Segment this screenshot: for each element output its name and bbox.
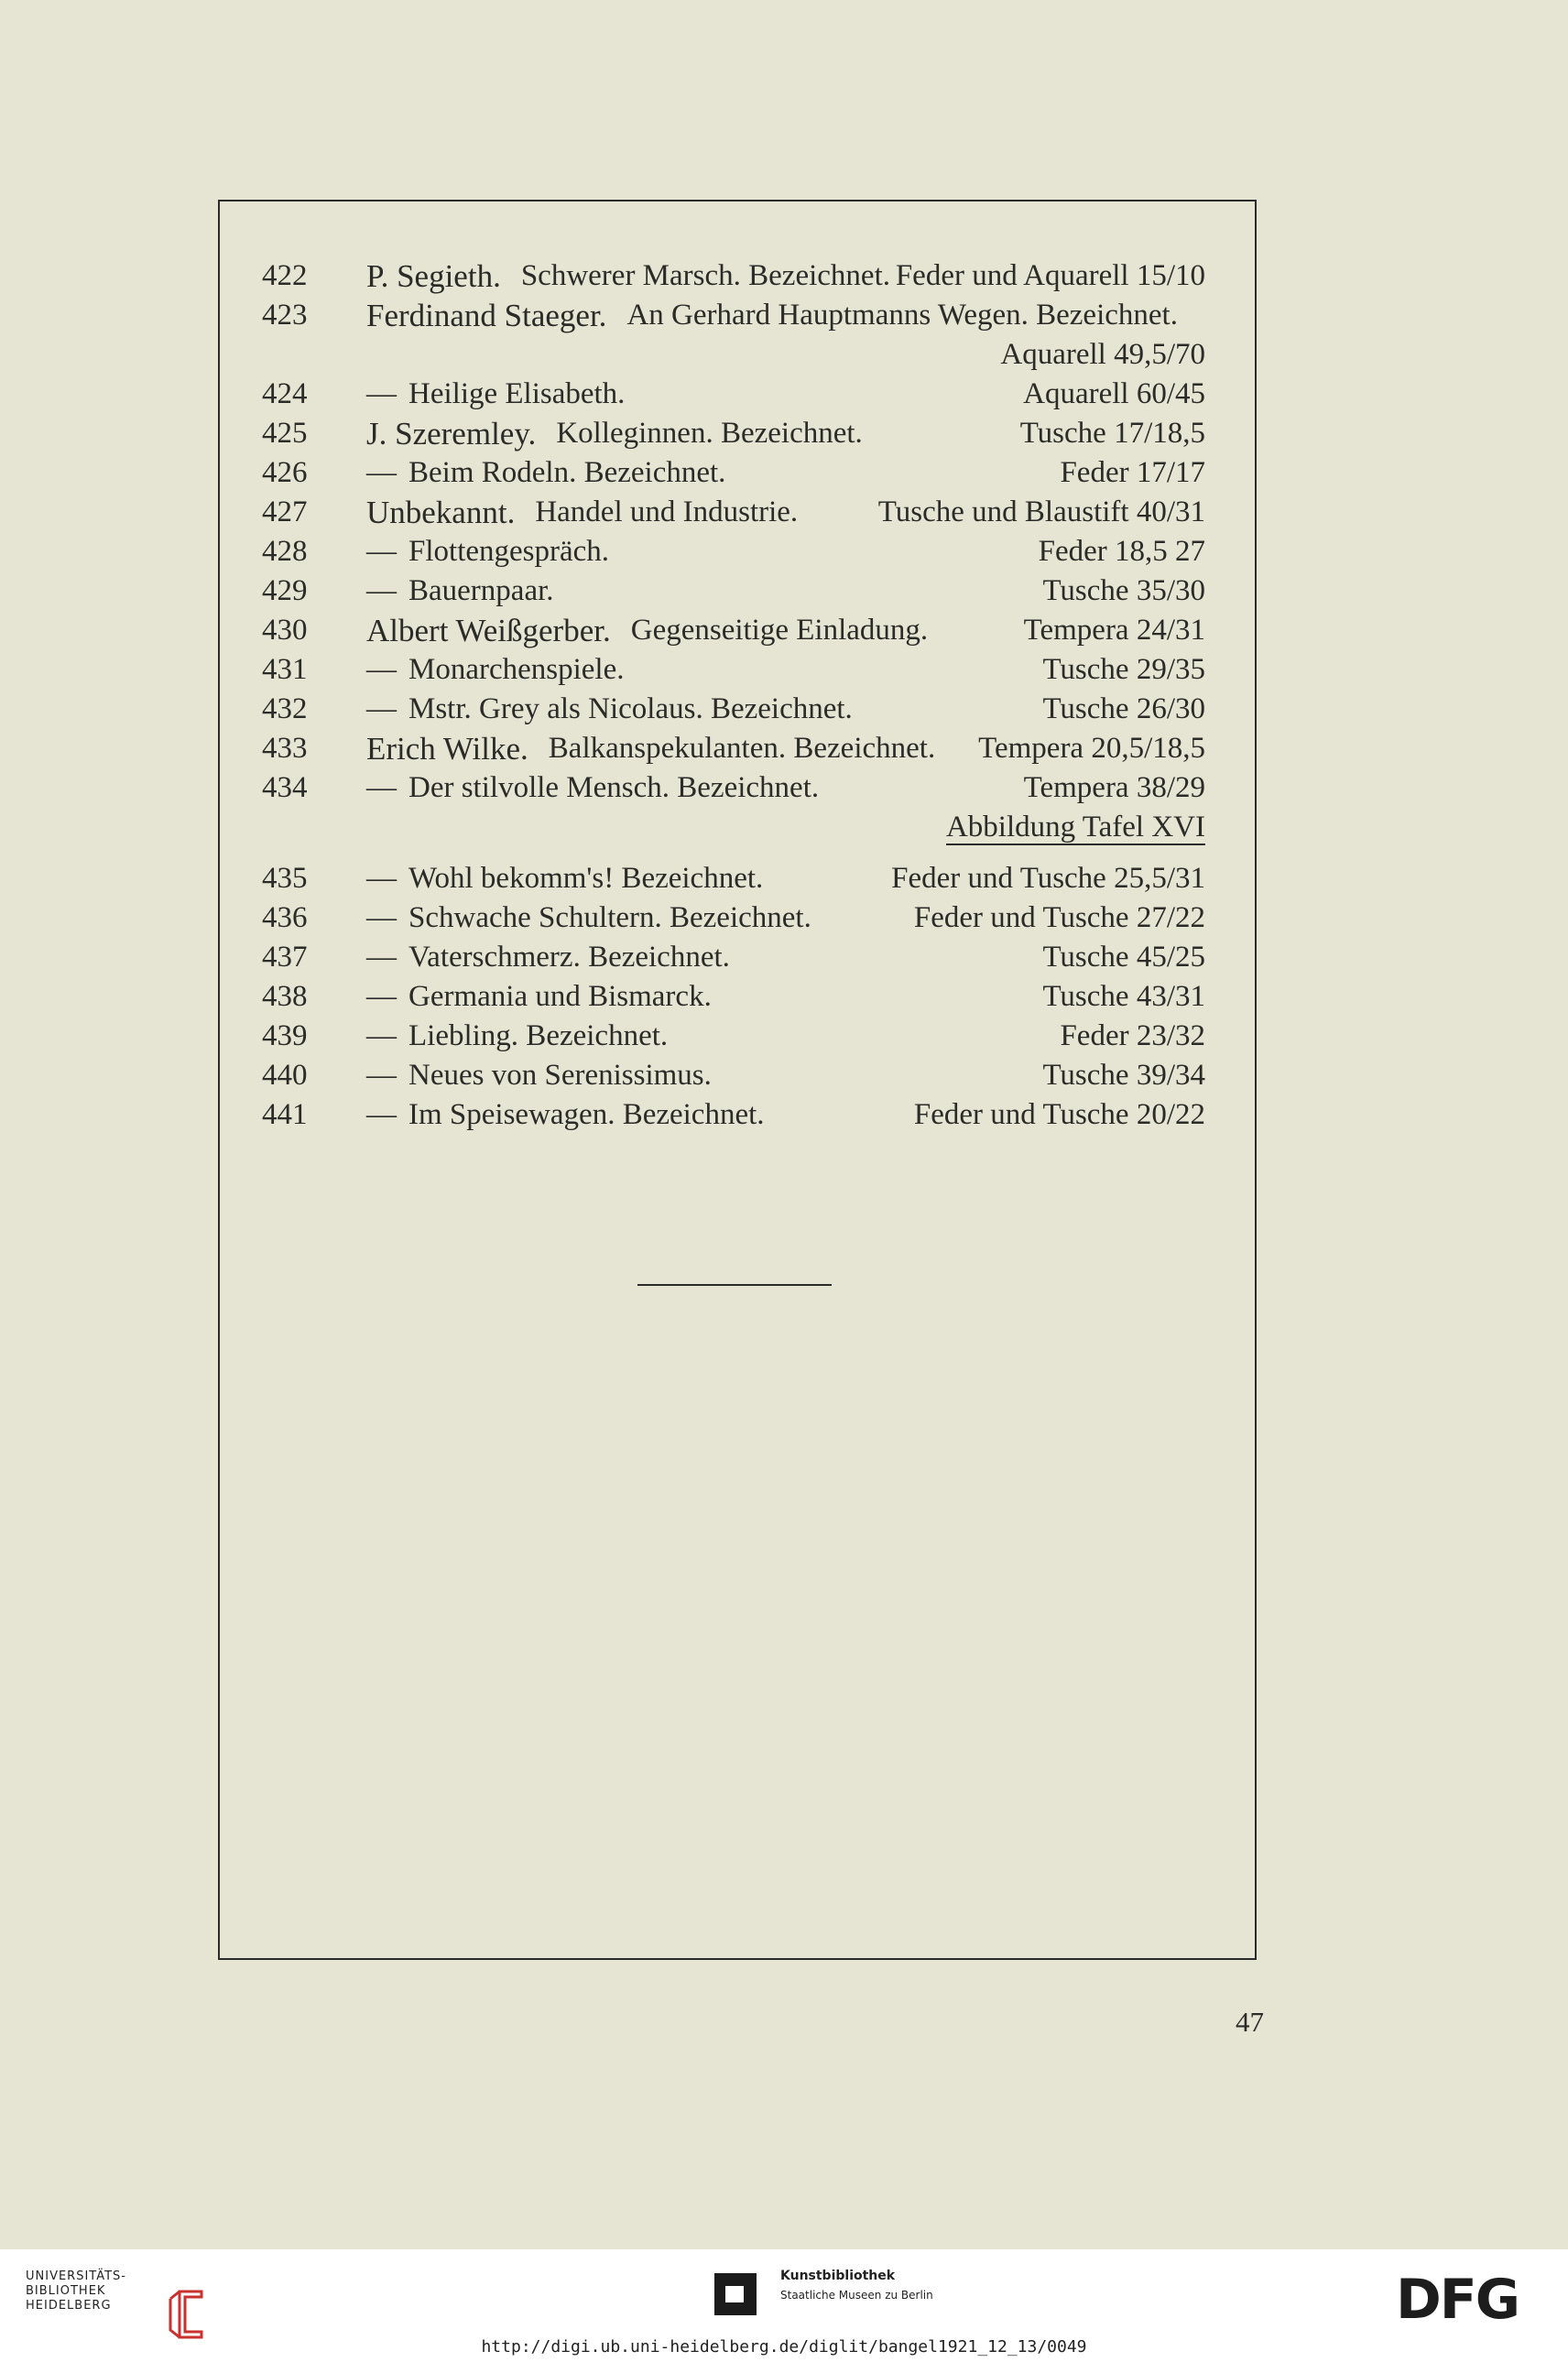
ditto-dash: — bbox=[366, 941, 397, 974]
entry-number: 430 bbox=[262, 614, 308, 647]
catalogue-entry bbox=[262, 571, 1205, 611]
entry-technique: Feder und Aquarell 15/10 bbox=[895, 259, 1205, 292]
entry-technique: Feder und Tusche 20/22 bbox=[913, 1098, 1205, 1131]
heidelberg-mark-icon bbox=[161, 2286, 212, 2341]
entry-number: 441 bbox=[262, 1098, 308, 1131]
entry-number: 426 bbox=[262, 456, 308, 489]
entry-artist: Ferdinand Staeger. bbox=[366, 297, 607, 333]
entry-technique: Tusche 39/34 bbox=[1042, 1059, 1205, 1092]
entry-number: 422 bbox=[262, 259, 308, 292]
catalogue-entries bbox=[262, 256, 1205, 1135]
entry-title: Bauernpaar. bbox=[408, 574, 554, 607]
kunstbibliothek-subtitle: Staatliche Museen zu Berlin bbox=[780, 2289, 933, 2302]
catalogue-entry bbox=[262, 414, 1205, 453]
entry-number: 428 bbox=[262, 535, 308, 568]
entry-technique: Feder 18,5 27 bbox=[1038, 535, 1205, 568]
entry-number: 425 bbox=[262, 417, 308, 450]
ditto-dash: — bbox=[366, 535, 397, 568]
entry-number: 433 bbox=[262, 732, 308, 765]
entry-title: Kolleginnen. Bezeichnet. bbox=[556, 417, 863, 450]
end-rule bbox=[637, 1284, 832, 1286]
entry-technique: Feder 23/32 bbox=[1060, 1019, 1205, 1052]
entry-technique: Tusche und Blaustift 40/31 bbox=[877, 495, 1205, 528]
ditto-dash: — bbox=[366, 653, 397, 686]
entry-title: Wohl bekomm's! Bezeichnet. bbox=[408, 862, 764, 895]
page-number: 47 bbox=[1236, 2006, 1264, 2038]
catalogue-entry bbox=[262, 296, 1205, 335]
entry-title: Im Speisewagen. Bezeichnet. bbox=[408, 1098, 765, 1131]
catalogue-entry bbox=[262, 1095, 1205, 1135]
entry-title: Mstr. Grey als Nicolaus. Bezeichnet. bbox=[408, 692, 853, 725]
entry-number: 438 bbox=[262, 980, 308, 1013]
entry-title: Balkanspekulanten. Bezeichnet. bbox=[548, 732, 936, 765]
catalogue-entry bbox=[262, 375, 1205, 414]
entry-artist: P. Segieth. bbox=[366, 257, 501, 294]
entry-title: Schwache Schultern. Bezeichnet. bbox=[408, 901, 811, 934]
entry-technique: Tempera 24/31 bbox=[1023, 614, 1205, 647]
catalogue-entry bbox=[262, 650, 1205, 690]
catalogue-entry bbox=[262, 938, 1205, 977]
catalogue-entry bbox=[262, 690, 1205, 729]
entry-number: 436 bbox=[262, 901, 308, 934]
ditto-dash: — bbox=[366, 377, 397, 410]
entry-technique: Aquarell 60/45 bbox=[1023, 377, 1205, 410]
entry-number: 437 bbox=[262, 941, 308, 974]
entry-title: Vaterschmerz. Bezeichnet. bbox=[408, 941, 730, 974]
kunstbibliothek-icon bbox=[714, 2273, 757, 2315]
catalogue-entry bbox=[262, 898, 1205, 938]
entry-technique-continued: Aquarell 49,5/70 bbox=[1000, 338, 1205, 371]
entry-title: Handel und Industrie. bbox=[535, 495, 799, 528]
university-library-logo bbox=[26, 2269, 200, 2315]
entry-title: Gegenseitige Einladung. bbox=[630, 614, 929, 647]
catalogue-entry bbox=[262, 729, 1205, 768]
plate-reference: Abbildung Tafel XVI bbox=[945, 810, 1205, 844]
ditto-dash: — bbox=[366, 692, 397, 725]
entry-title: Neues von Serenissimus. bbox=[408, 1059, 712, 1092]
ditto-dash: — bbox=[366, 574, 397, 607]
entry-number: 424 bbox=[262, 377, 308, 410]
entry-title: Schwerer Marsch. Bezeichnet. bbox=[520, 259, 890, 292]
university-line-3: HEIDELBERG bbox=[26, 2299, 112, 2313]
entry-title: Germania und Bismarck. bbox=[408, 980, 712, 1013]
entry-technique: Tusche 26/30 bbox=[1042, 692, 1205, 725]
entry-number: 432 bbox=[262, 692, 308, 725]
permalink-url[interactable]: http://digi.ub.uni-heidelberg.de/diglit/bangel1921_12_13/0049 bbox=[481, 2337, 1087, 2357]
entry-technique: Tempera 38/29 bbox=[1023, 771, 1205, 804]
catalogue-entry bbox=[262, 256, 1205, 296]
digitization-footer bbox=[0, 2249, 1568, 2362]
entry-number: 431 bbox=[262, 653, 308, 686]
entry-number: 439 bbox=[262, 1019, 308, 1052]
entry-title: Liebling. Bezeichnet. bbox=[408, 1019, 669, 1052]
ditto-dash: — bbox=[366, 1019, 397, 1052]
entry-title: Heilige Elisabeth. bbox=[408, 377, 626, 410]
entry-artist: Albert Weißgerber. bbox=[366, 612, 611, 648]
ditto-dash: — bbox=[366, 980, 397, 1013]
ditto-dash: — bbox=[366, 1059, 397, 1092]
entry-artist: J. Szeremley. bbox=[366, 415, 537, 452]
kunstbibliothek-name: Kunstbibliothek bbox=[780, 2269, 896, 2283]
entry-technique: Tempera 20,5/18,5 bbox=[978, 732, 1205, 765]
entry-title: Flottengespräch. bbox=[408, 535, 610, 568]
catalogue-entry bbox=[262, 1017, 1205, 1056]
entry-title: An Gerhard Hauptmanns Wegen. Bezeichnet. bbox=[626, 299, 1178, 332]
ditto-dash: — bbox=[366, 862, 397, 895]
entry-number: 429 bbox=[262, 574, 308, 607]
catalogue-entry bbox=[262, 493, 1205, 532]
catalogue-entry bbox=[262, 453, 1205, 493]
ditto-dash: — bbox=[366, 771, 397, 804]
entry-technique: Tusche 45/25 bbox=[1042, 941, 1205, 974]
ditto-dash: — bbox=[366, 901, 397, 934]
entry-technique: Feder 17/17 bbox=[1060, 456, 1205, 489]
dfg-logo: DFG bbox=[1396, 2268, 1519, 2332]
entry-technique: Tusche 43/31 bbox=[1042, 980, 1205, 1013]
entry-number: 427 bbox=[262, 495, 308, 528]
entry-technique: Tusche 17/18,5 bbox=[1019, 417, 1205, 450]
catalogue-entry bbox=[262, 859, 1205, 898]
entry-number: 423 bbox=[262, 299, 308, 332]
entry-technique: Tusche 29/35 bbox=[1042, 653, 1205, 686]
entry-number: 440 bbox=[262, 1059, 308, 1092]
entry-title: Der stilvolle Mensch. Bezeichnet. bbox=[408, 771, 820, 804]
catalogue-entry bbox=[262, 768, 1205, 808]
entry-artist: Unbekannt. bbox=[366, 494, 516, 530]
entry-artist: Erich Wilke. bbox=[366, 730, 528, 767]
catalogue-entry bbox=[262, 532, 1205, 571]
entry-technique: Feder und Tusche 27/22 bbox=[913, 901, 1205, 934]
catalogue-entry bbox=[262, 977, 1205, 1017]
university-line-2: BIBLIOTHEK bbox=[26, 2284, 106, 2298]
ditto-dash: — bbox=[366, 456, 397, 489]
entry-number: 435 bbox=[262, 862, 308, 895]
catalogue-entry bbox=[262, 1056, 1205, 1095]
university-line-1: UNIVERSITÄTS- bbox=[26, 2269, 126, 2283]
entry-number: 434 bbox=[262, 771, 308, 804]
ditto-dash: — bbox=[366, 1098, 397, 1131]
entry-technique: Feder und Tusche 25,5/31 bbox=[891, 862, 1205, 895]
catalogue-entry bbox=[262, 611, 1205, 650]
entry-title: Monarchenspiele. bbox=[408, 653, 625, 686]
entry-title: Beim Rodeln. Bezeichnet. bbox=[408, 456, 726, 489]
entry-technique: Tusche 35/30 bbox=[1042, 574, 1205, 607]
